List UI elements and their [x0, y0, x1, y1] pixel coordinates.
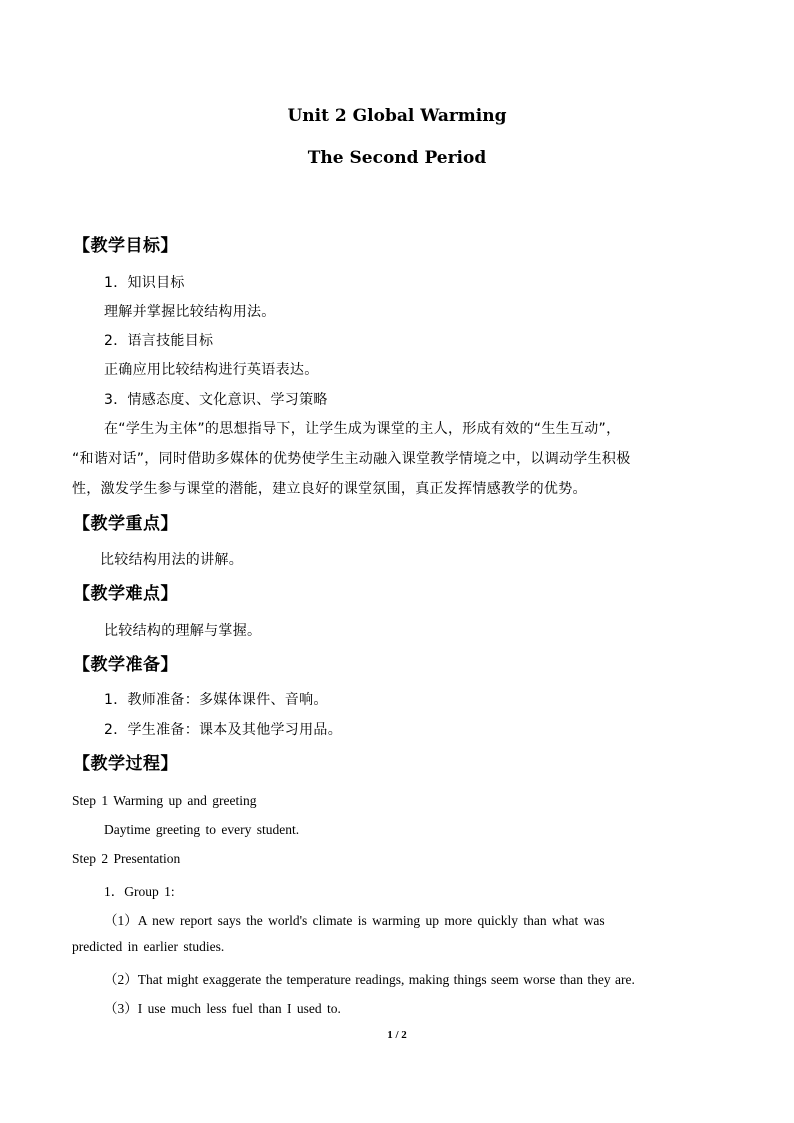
- objective-item-1-text: 理解并掌握比较结构用法。: [104, 304, 276, 320]
- section-heading-difficulties: 【教学难点】: [73, 584, 178, 604]
- page-number: 1 / 2: [387, 1029, 407, 1041]
- objective-item-2-text: 正确应用比较结构进行英语表达。: [104, 362, 319, 378]
- step-1-text: Daytime greeting to every student.: [104, 822, 300, 837]
- document-subtitle: The Second Period: [307, 148, 487, 168]
- section-heading-process: 【教学过程】: [73, 754, 178, 774]
- sentence-3: （3）I use much less fuel than I used to.: [104, 1001, 341, 1016]
- group-1-label: 1．Group 1:: [104, 884, 175, 899]
- objective-item-3-label: 3．情感态度、文化意识、学习策略: [104, 392, 328, 408]
- sentence-1-line-1: （1）A new report says the world's climate is warming up more quickly than what was: [104, 913, 605, 928]
- objective-item-3-paragraph-line-1: 在“学生为主体”的思想指导下，让学生成为课堂的主人，形成有效的“生生互动”，: [104, 421, 621, 437]
- key-points-text: 比较结构用法的讲解。: [100, 552, 243, 568]
- objective-item-3-paragraph-line-2: “和谐对话”，同时借助多媒体的优势使学生主动融入课堂教学情境之中，以调动学生积极: [72, 451, 631, 467]
- objective-item-1-label: 1．知识目标: [104, 275, 185, 291]
- section-heading-preparation: 【教学准备】: [73, 655, 178, 675]
- objective-item-2-label: 2．语言技能目标: [104, 333, 214, 349]
- step-1-heading: Step 1 Warming up and greeting: [72, 793, 257, 808]
- sentence-1-line-2: predicted in earlier studies.: [72, 939, 225, 954]
- step-2-heading: Step 2 Presentation: [72, 851, 181, 866]
- preparation-item-1: 1．教师准备：多媒体课件、音响。: [104, 692, 328, 708]
- document-title: Unit 2 Global Warming: [287, 106, 507, 126]
- difficulties-text: 比较结构的理解与掌握。: [104, 623, 262, 639]
- preparation-item-2: 2．学生准备：课本及其他学习用品。: [104, 722, 343, 738]
- section-heading-objectives: 【教学目标】: [73, 236, 178, 256]
- section-heading-key-points: 【教学重点】: [73, 514, 178, 534]
- sentence-2: （2）That might exaggerate the temperature readings, making things seem worse than they are.: [104, 972, 635, 987]
- objective-item-3-paragraph-line-3: 性，激发学生参与课堂的潜能，建立良好的课堂氛围，真正发挥情感教学的优势。: [72, 481, 587, 497]
